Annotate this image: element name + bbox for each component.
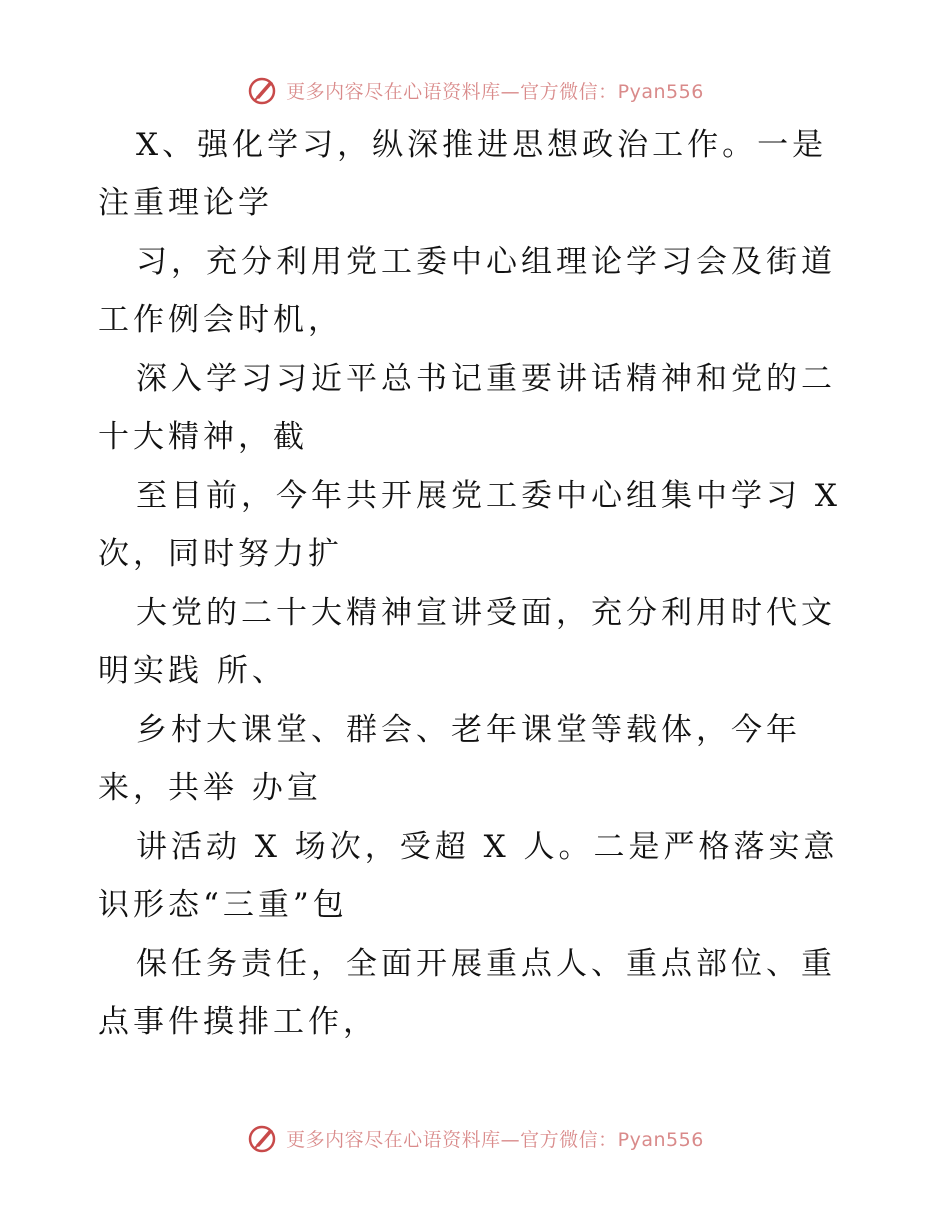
paragraph: 深入学习习近平总书记重要讲话精神和党的二十大精神，截 xyxy=(98,361,836,455)
paragraph: 乡村大课堂、群会、老年课堂等载体，今年来，共举 办宣 xyxy=(98,712,801,806)
quill-pen-circle-icon xyxy=(246,1121,280,1155)
paragraph: 大党的二十大精神宣讲受面，充分利用时代文明实践 所、 xyxy=(98,595,836,689)
paragraph: 习，充分利用党工委中心组理论学习会及街道工作例会时机， xyxy=(98,244,836,338)
paragraph: X、强化学习，纵深推进思想政治工作。一是注重理论学 xyxy=(98,127,828,221)
footer-watermark xyxy=(0,1118,950,1158)
watermark-text: 更多内容尽在心语资料库—官方微信：Pyan556 xyxy=(286,1128,704,1151)
header-watermark xyxy=(0,70,950,110)
watermark-text: 更多内容尽在心语资料库—官方微信：Pyan556 xyxy=(286,80,704,103)
paragraph: 讲活动 X 场次，受超 X 人。二是严格落实意识形态“三重”包 xyxy=(98,829,839,923)
paragraph: 保任务责任，全面开展重点人、重点部位、重点事件摸排工作， xyxy=(98,946,836,1040)
quill-pen-circle-icon xyxy=(246,73,280,107)
document-body xyxy=(98,116,858,1052)
paragraph: 至目前，今年共开展党工委中心组集中学习 X 次，同时努力扩 xyxy=(98,478,841,572)
